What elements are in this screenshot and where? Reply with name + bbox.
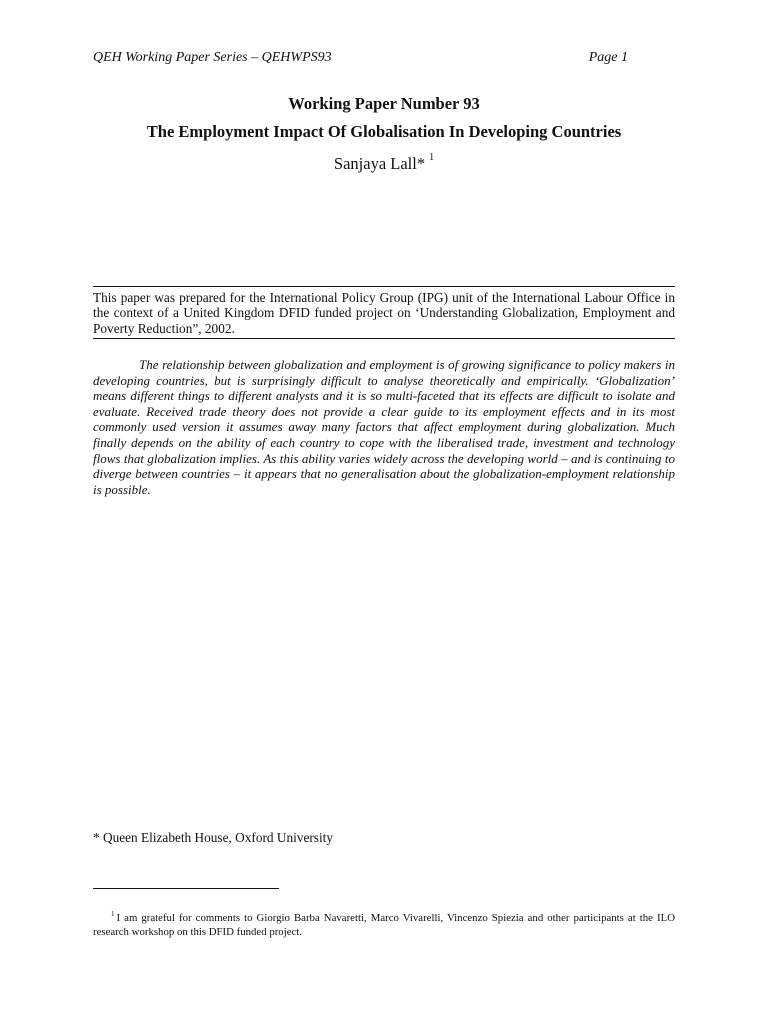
footnote xyxy=(93,907,675,939)
abstract: The relationship between globalization and employment is of growing significance to policy makers in developing countries, but is surprisingly difficult to analyse theoretically and empirically. ‘Globalization’ means different things to different analysts and it is so multi-faceted that its effects are difficult to isolate and evaluate. Received trade theory does not provide a clear guide to its employment effects and in its most commonly used version it assumes away many factors that affect employment during globalization. Much finally depends on the ability of each country to cope with the liberalised trade, investment and technology flows that globalization implies. As this ability varies widely across the developing world – and is continuing to diverge between countries – it appears that no generalisation about the globalization-employment relationship is possible. xyxy=(93,357,675,497)
working-paper-number: Working Paper Number 93 xyxy=(288,94,480,113)
author-name: Sanjaya Lall* xyxy=(333,154,426,173)
author-footnote-mark: 1 xyxy=(429,152,435,163)
series-label: QEH Working Paper Series – QEHWPS93 xyxy=(93,50,332,65)
footnote-divider xyxy=(93,888,279,889)
running-header xyxy=(93,50,628,66)
title-block xyxy=(93,93,675,175)
footnote-text: I am grateful for comments to Giorgio Barba Navaretti, Marco Vivarelli, Vincenzo Spiezia and other participants at the ILO research workshop on this DFID funded project. xyxy=(93,912,675,938)
footnote-mark: 1 xyxy=(111,910,115,918)
author-line xyxy=(93,147,675,175)
paper-title: The Employment Impact Of Globalisation In Developing Countries xyxy=(146,122,622,141)
preparation-note: This paper was prepared for the International Policy Group (IPG) unit of the International Labour Office in the context of a United Kingdom DFID funded project on ‘Understanding Globalization, Employment and Poverty Reduction”, 2002. xyxy=(93,286,675,339)
page-number: Page 1 xyxy=(588,50,628,65)
author-affiliation: * Queen Elizabeth House, Oxford University xyxy=(93,830,334,845)
